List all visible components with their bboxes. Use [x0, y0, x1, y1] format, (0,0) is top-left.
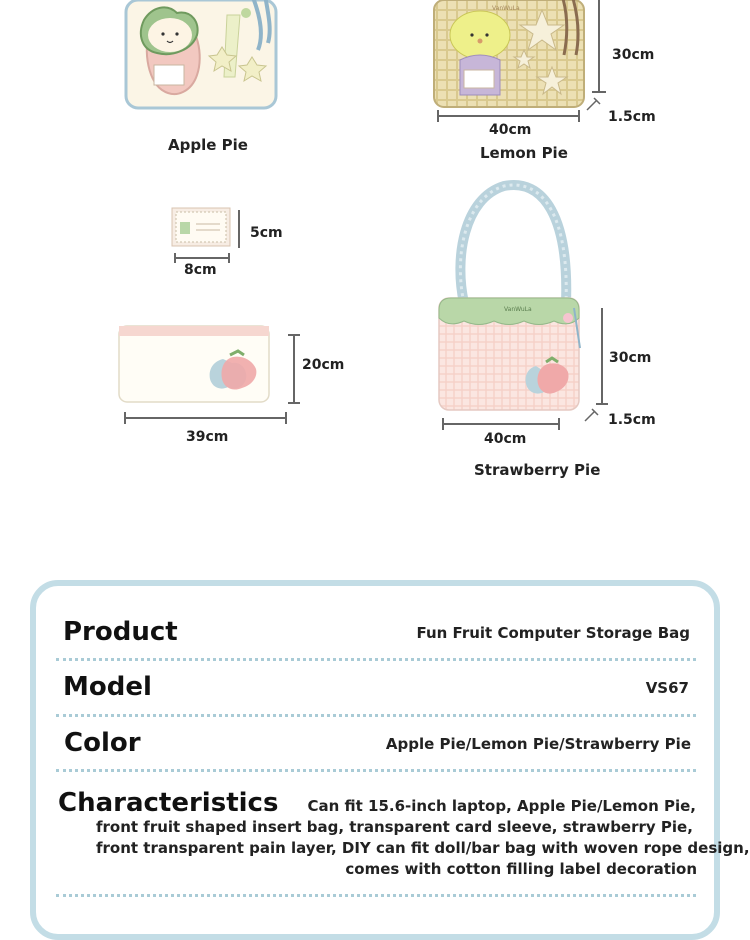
card-width-label: 8cm [184, 262, 217, 278]
strawberry-pie-caption: Strawberry Pie [474, 461, 601, 479]
divider [56, 714, 696, 717]
card-height-label: 5cm [250, 225, 283, 241]
characteristics-line: front transparent pain layer, DIY can fit doll/bar bag with woven rope design, [96, 839, 750, 857]
characteristics-value [96, 796, 750, 880]
pouch-height-tick-bottom [288, 402, 300, 404]
pouch-width-tick-right [285, 412, 287, 424]
model-value: VS67 [645, 679, 689, 697]
lemon-width-label: 40cm [489, 122, 532, 138]
card-width-line [174, 257, 230, 259]
card-width-tick-left [174, 253, 176, 263]
characteristics-line: front fruit shaped insert bag, transparent card sleeve, strawberry Pie, [96, 818, 693, 836]
lemon-depth-label: 1.5cm [608, 109, 656, 125]
strawberry-height-label: 30cm [609, 350, 652, 366]
pouch-width-line [124, 417, 286, 419]
card-height-line [238, 210, 240, 248]
apple-pie-caption: Apple Pie [168, 136, 248, 154]
characteristics-key: Characteristics [58, 788, 279, 818]
lemon-width-line [438, 115, 580, 117]
pouch-height-tick-top [288, 334, 300, 336]
lemon-height-line [598, 0, 600, 92]
apple-pie-bag-image [122, 0, 282, 110]
color-value: Apple Pie/Lemon Pie/Strawberry Pie [385, 735, 691, 753]
lemon-width-tick-left [437, 110, 439, 122]
lemon-pie-bag-image [432, 0, 592, 110]
brand-label: VanWuLa [492, 5, 520, 12]
strawberry-depth-marker [583, 407, 603, 427]
strawberry-width-tick-left [442, 418, 444, 430]
card-sleeve-image [172, 208, 234, 250]
strawberry-width-label: 40cm [484, 431, 527, 447]
divider [56, 658, 696, 661]
pouch-width-tick-left [124, 412, 126, 424]
strawberry-height-tick [596, 403, 608, 405]
model-key: Model [63, 672, 152, 702]
pouch-width-label: 39cm [186, 429, 229, 445]
lemon-pie-caption: Lemon Pie [480, 144, 568, 162]
characteristics-line: comes with cotton filling label decoration [345, 860, 697, 878]
divider [56, 769, 696, 772]
card-width-tick-right [228, 253, 230, 263]
pouch-image [118, 325, 273, 407]
characteristics-line: Can fit 15.6-inch laptop, Apple Pie/Lemon Pie, [307, 797, 696, 815]
lemon-depth-marker [585, 96, 605, 116]
lemon-height-label: 30cm [612, 47, 655, 63]
product-key: Product [63, 617, 178, 647]
lemon-width-tick-right [578, 110, 580, 122]
pouch-height-label: 20cm [302, 357, 345, 373]
strawberry-width-tick-right [558, 418, 560, 430]
strawberry-width-line [442, 423, 560, 425]
product-value: Fun Fruit Computer Storage Bag [416, 624, 690, 642]
strawberry-pie-bag-image [434, 178, 594, 413]
strawberry-height-line [601, 308, 603, 404]
strawberry-depth-label: 1.5cm [608, 412, 656, 428]
brand-label: VanWuLa [504, 306, 532, 313]
divider [56, 894, 696, 897]
pouch-height-line [293, 334, 295, 404]
lemon-height-tick [592, 91, 606, 93]
color-key: Color [64, 728, 141, 758]
